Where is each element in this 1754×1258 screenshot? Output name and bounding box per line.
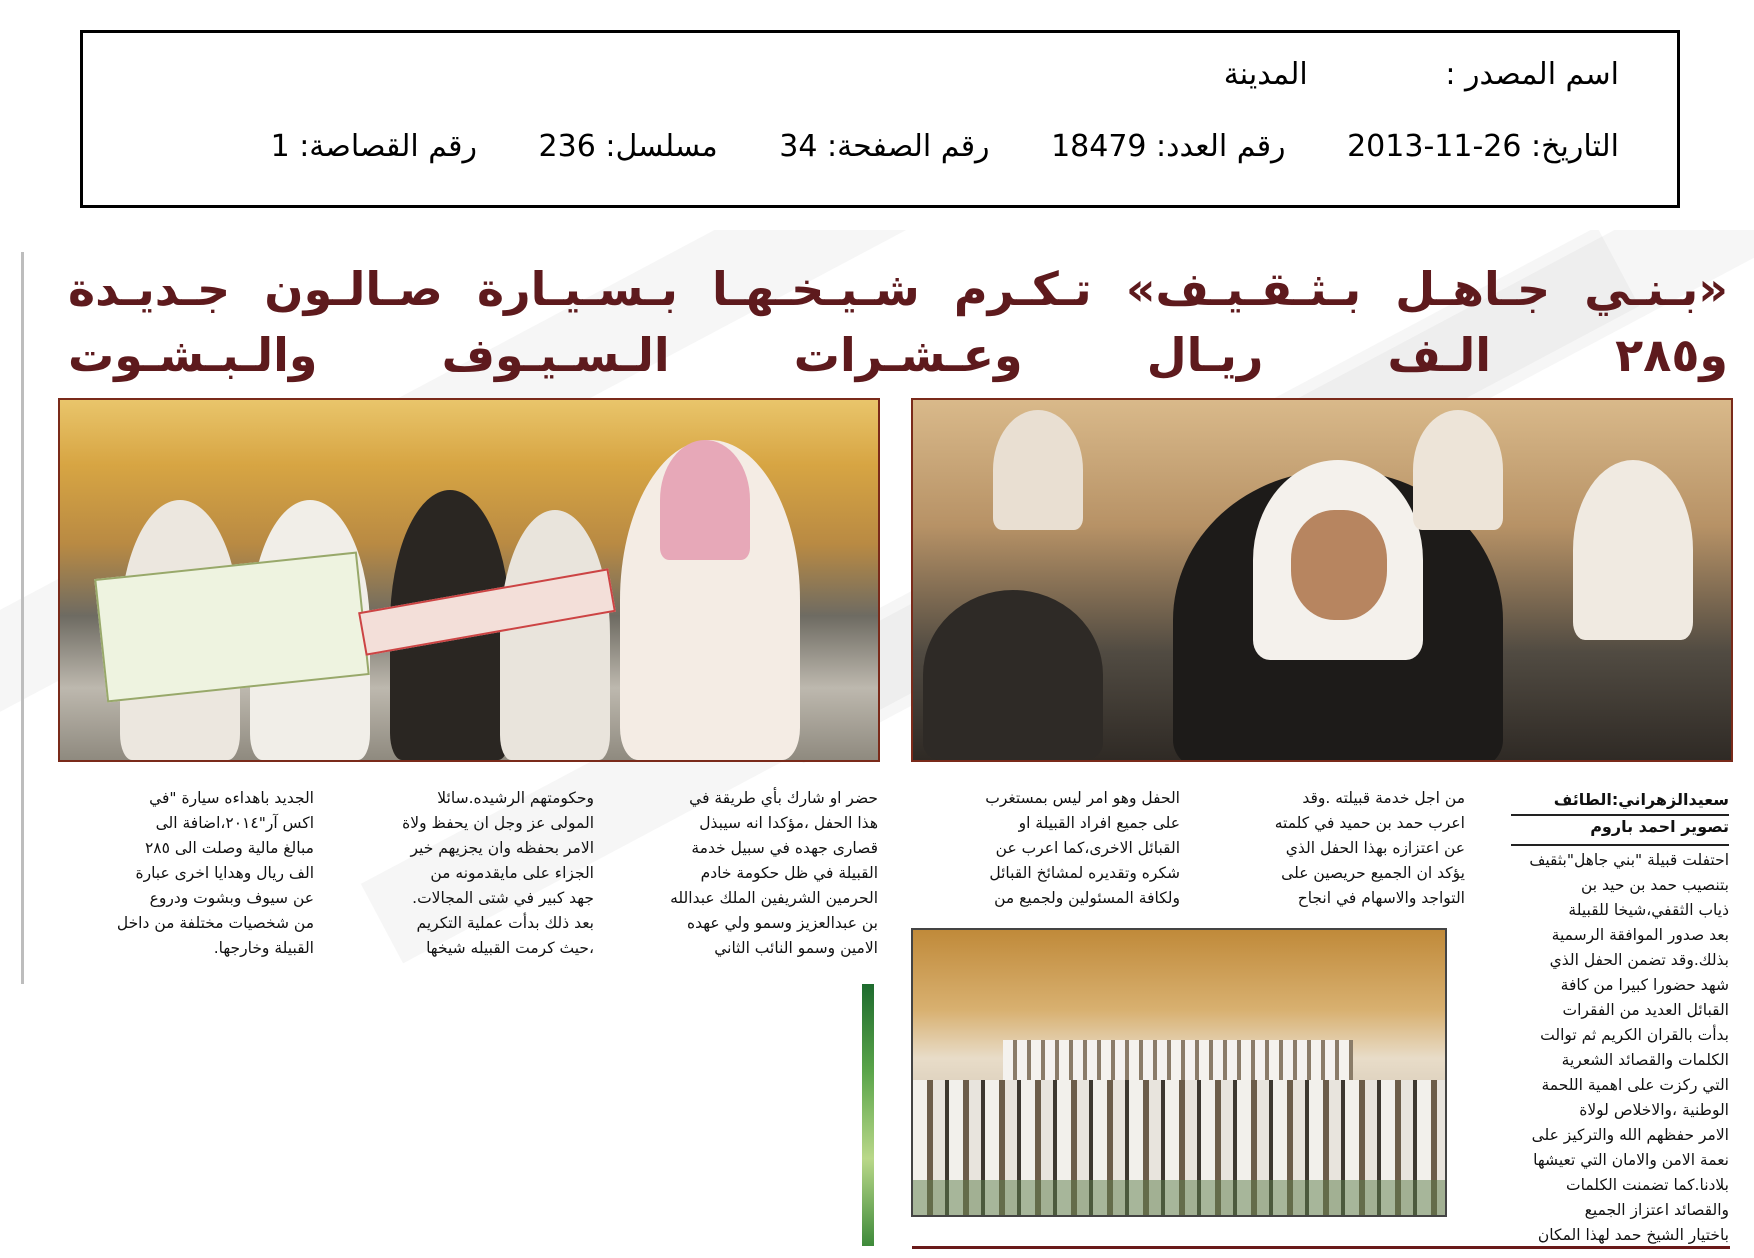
text-line: شكره وتقديره لمشائخ القبائل: [989, 864, 1180, 882]
article-column-5: [344, 786, 594, 961]
page-number-field: رقم الصفحة: 34: [779, 129, 990, 164]
issue-number-field: رقم العدد: 18479: [1051, 129, 1286, 164]
author-credit: سعيدالزهراني:الطائف: [1553, 790, 1729, 809]
text-line: ،حيث كرمت القبيله شيخها: [426, 939, 594, 957]
text-line: يؤكد ان الجميع حريصين على: [1281, 864, 1465, 882]
source-label: اسم المصدر :: [1445, 57, 1619, 92]
text-line: القبائل الاخرى،كما اعرب عن: [995, 839, 1180, 857]
text-line: هذا الحفل ،مؤكدا انه سيبذل: [699, 814, 878, 832]
text-line: والقصائد اعتزاز الجميع: [1584, 1201, 1729, 1219]
text-line: ولكافة المسئولين ولجميع من: [994, 889, 1180, 907]
text-line: القبيلة وخارجها.: [213, 939, 314, 957]
article-column-4: [628, 786, 878, 961]
text-line: بتنصيب حمد بن حيد بن: [1580, 876, 1729, 894]
text-line: بن عبدالعزيز وسمو ولي عهده: [686, 914, 878, 932]
text-line: عن سيوف وبشوت ودروع: [149, 889, 314, 907]
text-line: الحفل وهو امر ليس بمستغرب: [985, 789, 1180, 807]
decorative-green-strip: [862, 984, 874, 1246]
text-line: الامين وسمو النائب الثاني: [714, 939, 878, 957]
byline: [1511, 786, 1729, 840]
text-line: بدأت بالقران الكريم ثم توالت: [1540, 1026, 1729, 1044]
article-column-2: [1203, 786, 1465, 911]
photo-award-ceremony: [58, 398, 880, 762]
text-line: القبائل العديد من الفقرات: [1562, 1001, 1729, 1019]
text-line: عن اعتزازه بهذا الحفل الذي: [1285, 839, 1465, 857]
text-line: الف ريال وهدايا اخرى عبارة: [135, 864, 314, 882]
source-value: المدينة: [1223, 57, 1308, 92]
article-column-3: [918, 786, 1180, 911]
text-line: اعرب حمد بن حميد في كلمته: [1274, 814, 1465, 832]
photo-hall-audience: [911, 928, 1447, 1217]
bottom-divider: [912, 1246, 1730, 1249]
article-column-6: [60, 786, 314, 961]
text-line: وحكومتهم الرشيده.سائلا: [437, 789, 594, 807]
text-line: التواجد والاسهام في انجاح: [1297, 889, 1465, 907]
left-margin-rule: [21, 252, 24, 984]
text-line: حضر او شارك بأي طريقة في: [689, 789, 878, 807]
clipping-metadata-box: [80, 30, 1680, 208]
text-line: شهد حضورا كبيرا من كافة: [1560, 976, 1729, 994]
clip-number-field: رقم القصاصة: 1: [270, 129, 477, 164]
text-line: بذلك.وقد تضمن الحفل الذي: [1549, 951, 1729, 969]
text-line: مبالغ مالية وصلت الى ٢٨٥: [144, 839, 314, 857]
text-line: التي ركزت على اهمية اللحمة: [1541, 1076, 1729, 1094]
text-line: بلادنا.كما تضمنت الكلمات: [1566, 1176, 1729, 1194]
text-line: الامر بحفظه وان يجزيهم خير: [410, 839, 594, 857]
text-line: الكلمات والقصائد الشعرية: [1561, 1051, 1729, 1069]
text-line: باختيار الشيخ حمد لهذا المكان: [1537, 1226, 1729, 1244]
text-line: بعد ذلك بدأت عملية التكريم: [416, 914, 594, 932]
text-line: الجزاء على مايقدمونه من: [430, 864, 594, 882]
byline-divider: [1511, 814, 1729, 816]
text-line: احتفلت قبيلة "بني جاهل"بثقيف: [1529, 851, 1729, 869]
text-line: ذياب الثقفي،شيخا للقبيلة: [1568, 901, 1729, 919]
photo-sheikh-seated: [911, 398, 1733, 762]
text-line: المولى عز وجل ان يحفظ ولاة: [402, 814, 594, 832]
text-line: اكس آر"٢٠١٤،اضافة الى: [155, 814, 314, 832]
photographer-credit: تصوير احمد باروم: [1590, 817, 1729, 836]
text-line: نعمة الامن والامان التي تعيشها: [1533, 1151, 1729, 1169]
text-line: الحرمين الشريفين الملك عبدالله: [670, 889, 878, 907]
text-line: الامر حفظهم الله والتركيز على: [1531, 1126, 1729, 1144]
text-line: من اجل خدمة قبيلته .وقد: [1302, 789, 1465, 807]
byline-divider-2: [1511, 844, 1729, 846]
headline-line-2: و٢٨٥ الـف ريـال وعـشـرات الـسـيـوف والـبـشـوت: [68, 328, 1728, 382]
date-field: التاريخ: 26-11-2013: [1347, 129, 1619, 164]
text-line: القبيلة في ظل حكومة خادم: [700, 864, 878, 882]
details-row: [219, 129, 1619, 164]
text-line: الوطنية ،والاخلاص لولاة: [1579, 1101, 1729, 1119]
text-line: قصارى جهده في سبيل خدمة: [691, 839, 878, 857]
article-column-1: [1511, 848, 1729, 1248]
text-line: جهد كبير في شتى المجالات.: [412, 889, 594, 907]
serial-field: مسلسل: 236: [538, 129, 718, 164]
text-line: الجديد باهداءه سيارة "في: [149, 789, 314, 807]
text-line: على جميع افراد القبيلة او: [1018, 814, 1180, 832]
source-row: [1224, 57, 1619, 92]
text-line: بعد صدور الموافقة الرسمية: [1551, 926, 1729, 944]
text-line: من شخصيات مختلفة من داخل: [116, 914, 314, 932]
headline-line-1: «بـنـي جـاهـل بـثـقـيـف» تـكـرم شـيـخـهـا بـسـيـارة صـالـون جـديـدة: [68, 262, 1728, 316]
